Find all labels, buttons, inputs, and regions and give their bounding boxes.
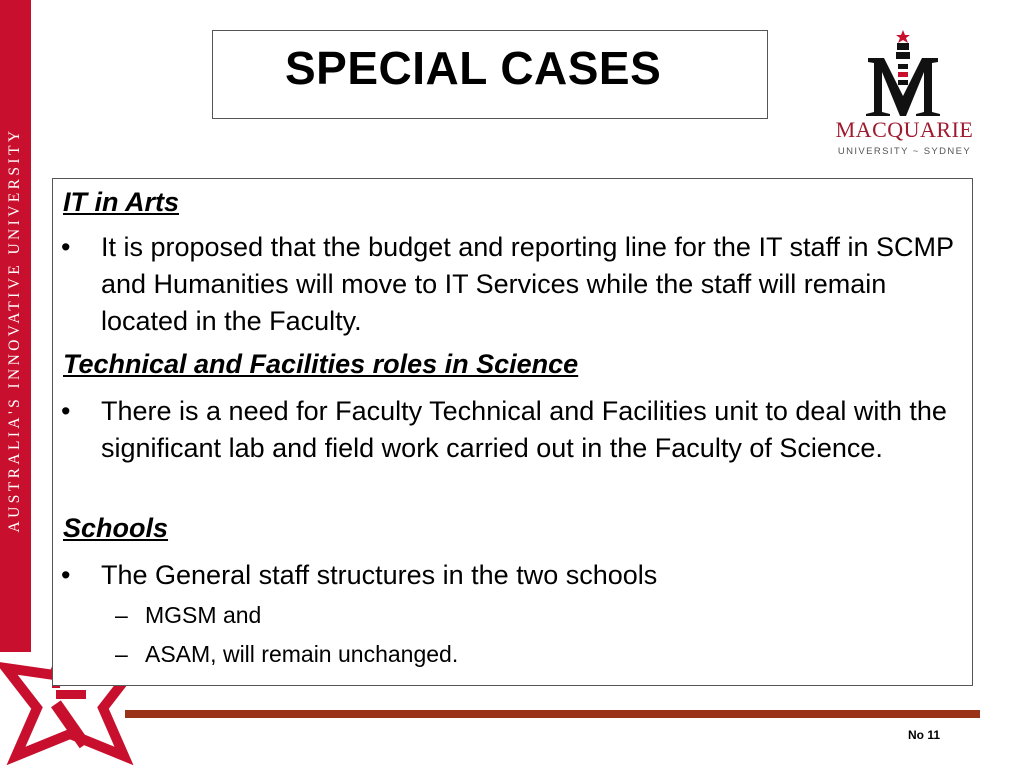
bullet-text: There is a need for Faculty Technical and Facilities unit to deal with the significant lab and field work carried out in the Faculty of Science. <box>101 396 947 463</box>
content-box <box>52 178 973 686</box>
footer-rule <box>125 710 980 718</box>
section-heading-technical-facilities: Technical and Facilities roles in Science <box>63 349 579 379</box>
dash-icon: – <box>115 602 128 628</box>
title-box <box>212 30 768 119</box>
bullet-item <box>61 393 972 467</box>
logo-subtitle: UNIVERSITY ~ SYDNEY <box>837 146 972 157</box>
m-lighthouse-icon <box>832 28 977 118</box>
slide-title: SPECIAL CASES <box>285 42 662 94</box>
bullet-item <box>61 557 657 594</box>
sub-item-text: MGSM and <box>145 602 262 628</box>
section-heading-it-in-arts: IT in Arts <box>63 187 180 217</box>
page-number: No 11 <box>908 728 941 742</box>
sub-item <box>115 641 458 668</box>
sub-item-text: ASAM, will remain unchanged. <box>145 641 459 667</box>
logo-wordmark: MACQUARIE <box>835 117 974 142</box>
bullet-icon: • <box>61 232 71 262</box>
bullet-text: The General staff structures in the two schools <box>101 560 658 590</box>
bullet-icon: • <box>61 560 71 590</box>
dash-icon: – <box>115 641 128 667</box>
sidebar-band <box>0 0 31 652</box>
bullet-item <box>61 229 972 340</box>
sidebar-tagline: AUSTRALIA'S INNOVATIVE UNIVERSITY <box>6 127 23 533</box>
bullet-text: It is proposed that the budget and reporting line for the IT staff in SCMP and Humanities will move to IT Services while the staff will remain located in the Faculty. <box>101 232 954 336</box>
section-heading-schools: Schools <box>63 513 169 543</box>
macquarie-logo <box>832 28 977 163</box>
sub-item <box>115 602 261 629</box>
bullet-icon: • <box>61 396 71 426</box>
